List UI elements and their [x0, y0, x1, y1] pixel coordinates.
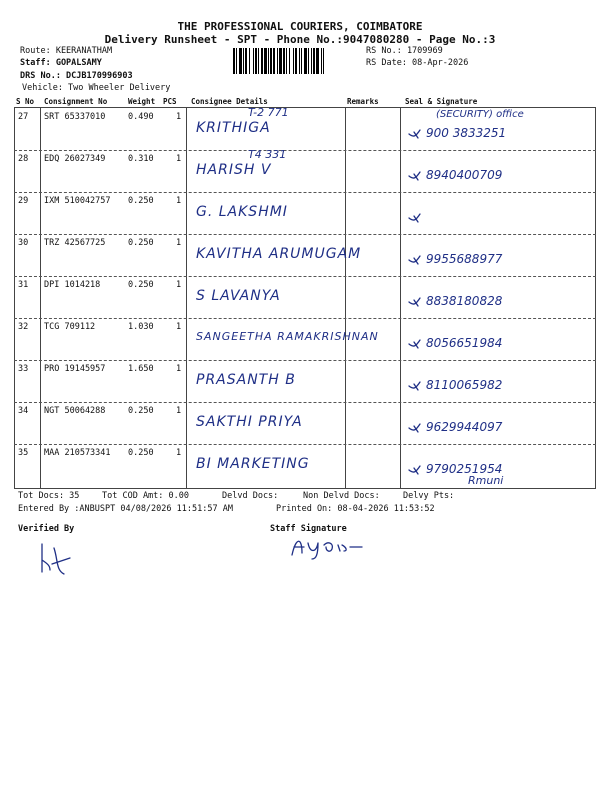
row-weight: 0.250 — [128, 448, 154, 458]
rs-number: RS No.: 1709969 — [366, 46, 443, 56]
barcode-bar — [236, 48, 237, 74]
barcode-bar — [301, 48, 302, 74]
row-consignment-no: SRT 65337010 — [44, 112, 106, 122]
staff-signature-label: Staff Signature — [270, 524, 347, 534]
row-sno: 33 — [18, 364, 29, 374]
signature-tick — [406, 418, 428, 438]
barcode-bar — [321, 48, 322, 74]
row-seal-phone: 8110065982 — [426, 378, 503, 392]
row-separator — [14, 192, 596, 193]
table-bottom-rule — [14, 488, 596, 489]
vehicle-label: Vehicle: Two Wheeler Delivery — [22, 83, 171, 93]
row-consignee-handwritten: HARISH V — [196, 162, 272, 178]
row-pcs: 1 — [176, 280, 182, 290]
verified-by-signature — [36, 540, 76, 580]
row-consignee-note: T4 331 — [248, 148, 287, 161]
barcode-bar — [261, 48, 263, 74]
row-pcs: 1 — [176, 196, 182, 206]
row-seal-phone: 9790251954 — [426, 462, 503, 476]
row-weight: 0.250 — [128, 406, 154, 416]
grid-line — [345, 107, 346, 488]
row-weight: 1.030 — [128, 322, 154, 332]
grid-line — [40, 107, 41, 488]
barcode-bar — [323, 48, 324, 74]
row-consignment-no: NGT 50064288 — [44, 406, 106, 416]
row-sno: 34 — [18, 406, 29, 416]
row-seal-phone: 8056651984 — [426, 336, 503, 350]
row-seal-phone: 8838180828 — [426, 294, 503, 308]
row-pcs: 1 — [176, 406, 182, 416]
signature-tick — [406, 166, 428, 186]
signature-tick — [406, 292, 428, 312]
row-weight: 0.490 — [128, 112, 154, 122]
row-separator — [14, 402, 596, 403]
col-consignee: Consignee Details — [191, 97, 268, 106]
barcode-bar — [293, 48, 294, 74]
row-pcs: 1 — [176, 112, 182, 122]
signature-tick — [406, 124, 428, 144]
col-pcs: PCS — [163, 97, 177, 106]
row-consignment-no: TRZ 42567725 — [44, 238, 106, 248]
row-consignee-handwritten: SAKTHI PRIYA — [196, 414, 303, 430]
grid-line — [595, 107, 596, 488]
row-pcs: 1 — [176, 154, 182, 164]
row-weight: 0.250 — [128, 196, 154, 206]
route-label: Route: KEERANATHAM — [20, 46, 113, 56]
row-consignee-note: T-2 771 — [248, 106, 289, 119]
barcode-bar — [239, 48, 242, 74]
row-consignment-no: IXM 510042757 — [44, 196, 111, 206]
row-weight: 1.650 — [128, 364, 154, 374]
row-consignee-handwritten: KAVITHA ARUMUGAM — [196, 246, 362, 262]
grid-line — [14, 107, 15, 488]
drs-label: DRS No.: DCJB170996903 — [20, 71, 133, 81]
barcode-bar — [233, 48, 235, 74]
row-separator — [14, 234, 596, 235]
row-consignment-no: MAA 210573341 — [44, 448, 111, 458]
barcode-bar — [283, 48, 285, 74]
col-remarks: Remarks — [347, 97, 379, 106]
col-consignment: Consignment No — [44, 97, 108, 106]
row-sno: 27 — [18, 112, 29, 122]
barcode-bar — [289, 48, 290, 74]
barcode-bar — [273, 48, 275, 74]
row-consignee-handwritten: SANGEETHA RAMAKRISHNAN — [196, 330, 379, 343]
row-weight: 0.310 — [128, 154, 154, 164]
grid-line — [186, 107, 187, 488]
row-consignment-no: DPI 1014218 — [44, 280, 101, 290]
row-pcs: 1 — [176, 364, 182, 374]
row-sno: 29 — [18, 196, 29, 206]
row-consignment-no: TCG 709112 — [44, 322, 96, 332]
row-sno: 28 — [18, 154, 29, 164]
staff-signature — [288, 533, 368, 561]
delivered-docs: Delvd Docs: — [222, 491, 279, 501]
row-weight: 0.250 — [128, 280, 154, 290]
non-delivered-docs: Non Delvd Docs: — [303, 491, 380, 501]
col-seal: Seal & Signature — [405, 97, 478, 106]
col-weight: Weight — [128, 97, 156, 106]
company-name: THE PROFESSIONAL COURIERS, COIMBATORE — [177, 20, 423, 33]
barcode-bar — [304, 48, 307, 74]
barcode-bar — [313, 48, 315, 74]
row-seal-phone: 9629944097 — [426, 420, 503, 434]
barcode-bar — [253, 48, 254, 74]
barcode — [233, 48, 361, 74]
row-consignee-handwritten: KRITHIGA — [196, 120, 271, 136]
barcode-bar — [255, 48, 257, 74]
row-separator — [14, 276, 596, 277]
row-sno: 30 — [18, 238, 29, 248]
row-pcs: 1 — [176, 322, 182, 332]
row-pcs: 1 — [176, 448, 182, 458]
col-sno: S No — [16, 97, 35, 106]
row-seal-phone: 8940400709 — [426, 168, 503, 182]
barcode-bar — [295, 48, 297, 74]
barcode-bar — [245, 48, 247, 74]
signature-tick — [406, 334, 428, 354]
row-separator — [14, 444, 596, 445]
barcode-bar — [311, 48, 312, 74]
barcode-bar — [316, 48, 319, 74]
entered-by: Entered By :ANBUSPT 04/08/2026 11:51:57 AM — [18, 504, 233, 514]
row-weight: 0.250 — [128, 238, 154, 248]
row-seal-phone: 9955688977 — [426, 252, 503, 266]
row-consignee-handwritten: PRASANTH B — [196, 372, 296, 388]
staff-label: Staff: GOPALSAMY — [20, 58, 102, 68]
runsheet-title: Delivery Runsheet - SPT - Phone No.:9047080280 - Page No.:3 — [104, 33, 496, 46]
printed-on: Printed On: 08-04-2026 11:53:52 — [276, 504, 435, 514]
row-pcs: 1 — [176, 238, 182, 248]
barcode-bar — [258, 48, 259, 74]
row-seal-phone: 900 3833251 — [426, 126, 507, 140]
barcode-bar — [286, 48, 287, 74]
row-sno: 31 — [18, 280, 29, 290]
barcode-bar — [277, 48, 278, 74]
total-docs: Tot Docs: 35 — [18, 491, 80, 501]
barcode-bar — [243, 48, 244, 74]
row-seal-note: (SECURITY) office — [436, 109, 524, 120]
row-sno: 35 — [18, 448, 29, 458]
rs-date: RS Date: 08-Apr-2026 — [366, 58, 469, 68]
row-consignment-no: PRO 19145957 — [44, 364, 106, 374]
barcode-bar — [249, 48, 250, 74]
barcode-bar — [268, 48, 269, 74]
row-consignee-handwritten: G. LAKSHMI — [196, 204, 288, 220]
barcode-bar — [270, 48, 272, 74]
row-consignee-handwritten: S LAVANYA — [196, 288, 281, 304]
row-separator — [14, 360, 596, 361]
signature-tick — [406, 250, 428, 270]
total-cod: Tot COD Amt: 0.00 — [102, 491, 189, 501]
last-row-seal-scribble: Rmuni — [468, 474, 504, 487]
delivery-points: Delvy Pts: — [403, 491, 455, 501]
barcode-bar — [264, 48, 267, 74]
row-consignee-handwritten: BI MARKETING — [196, 456, 310, 472]
barcode-bar — [308, 48, 309, 74]
verified-by-label: Verified By — [18, 524, 75, 534]
header-rule — [14, 107, 596, 108]
signature-tick — [406, 460, 428, 480]
row-consignment-no: EDQ 26027349 — [44, 154, 106, 164]
signature-tick — [406, 208, 428, 228]
barcode-bar — [279, 48, 282, 74]
row-sno: 32 — [18, 322, 29, 332]
row-separator — [14, 150, 596, 151]
barcode-bar — [299, 48, 300, 74]
grid-line — [400, 107, 401, 488]
signature-tick — [406, 376, 428, 396]
row-separator — [14, 318, 596, 319]
